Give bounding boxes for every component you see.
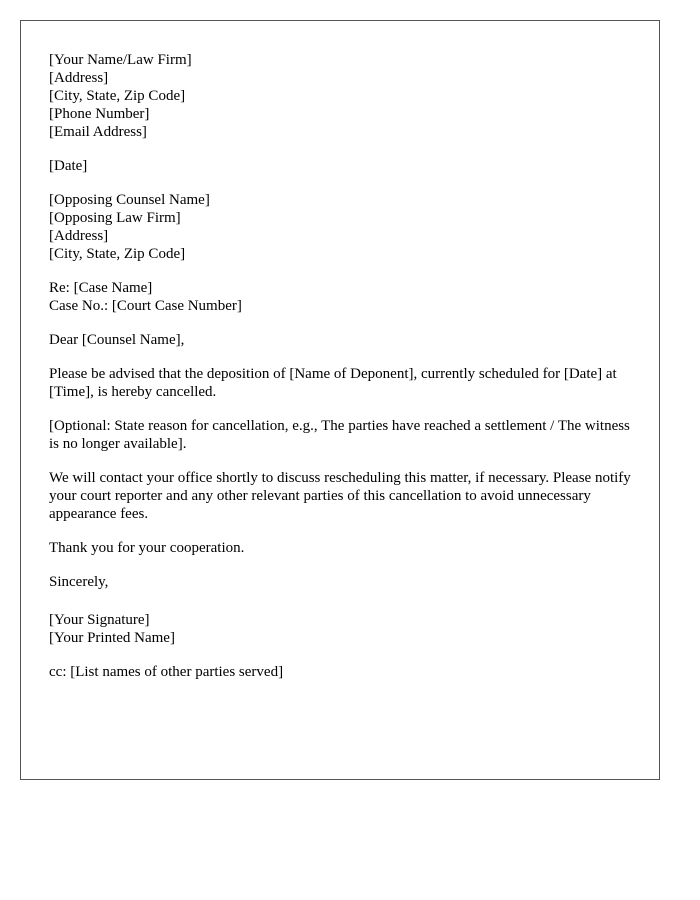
sender-phone: [Phone Number] <box>49 106 150 122</box>
letter-date: [Date] <box>49 158 88 174</box>
reference-case-name: Re: [Case Name] <box>49 280 153 296</box>
recipient-city-state-zip: [City, State, Zip Code] <box>49 246 186 262</box>
reference-case-number: Case No.: [Court Case Number] <box>49 298 242 314</box>
reference-block <box>49 279 639 315</box>
recipient-name: [Opposing Counsel Name] <box>49 192 210 208</box>
printed-name: [Your Printed Name] <box>49 630 175 646</box>
signature-block <box>49 611 639 647</box>
closing: Sincerely, <box>49 574 109 590</box>
recipient-firm: [Opposing Law Firm] <box>49 210 181 226</box>
recipient-block <box>49 191 639 263</box>
sender-block <box>49 51 639 141</box>
body-paragraph-2: [Optional: State reason for cancellation, e.g., The parties have reached a settlement / The witness is no longer available]. <box>49 418 630 452</box>
letter-content <box>49 51 639 697</box>
body-paragraph-3: We will contact your office shortly to discuss rescheduling this matter, if necessary. Please notify your court reporter and any other relevant parties of this cancellation to avoid unnecessary appearance fees. <box>49 470 631 522</box>
sender-city-state-zip: [City, State, Zip Code] <box>49 88 186 104</box>
sender-email: [Email Address] <box>49 124 147 140</box>
body-paragraph-4: Thank you for your cooperation. <box>49 540 245 556</box>
sender-address: [Address] <box>49 70 109 86</box>
salutation: Dear [Counsel Name], <box>49 332 185 348</box>
recipient-address: [Address] <box>49 228 109 244</box>
cc-line: cc: [List names of other parties served] <box>49 664 284 680</box>
letter-page <box>20 20 660 780</box>
body-paragraph-1: Please be advised that the deposition of [Name of Deponent], currently scheduled for [Date] at [Time], is hereby cancelled. <box>49 366 617 400</box>
signature-line: [Your Signature] <box>49 612 150 628</box>
date-block <box>49 157 639 175</box>
sender-name: [Your Name/Law Firm] <box>49 52 192 68</box>
